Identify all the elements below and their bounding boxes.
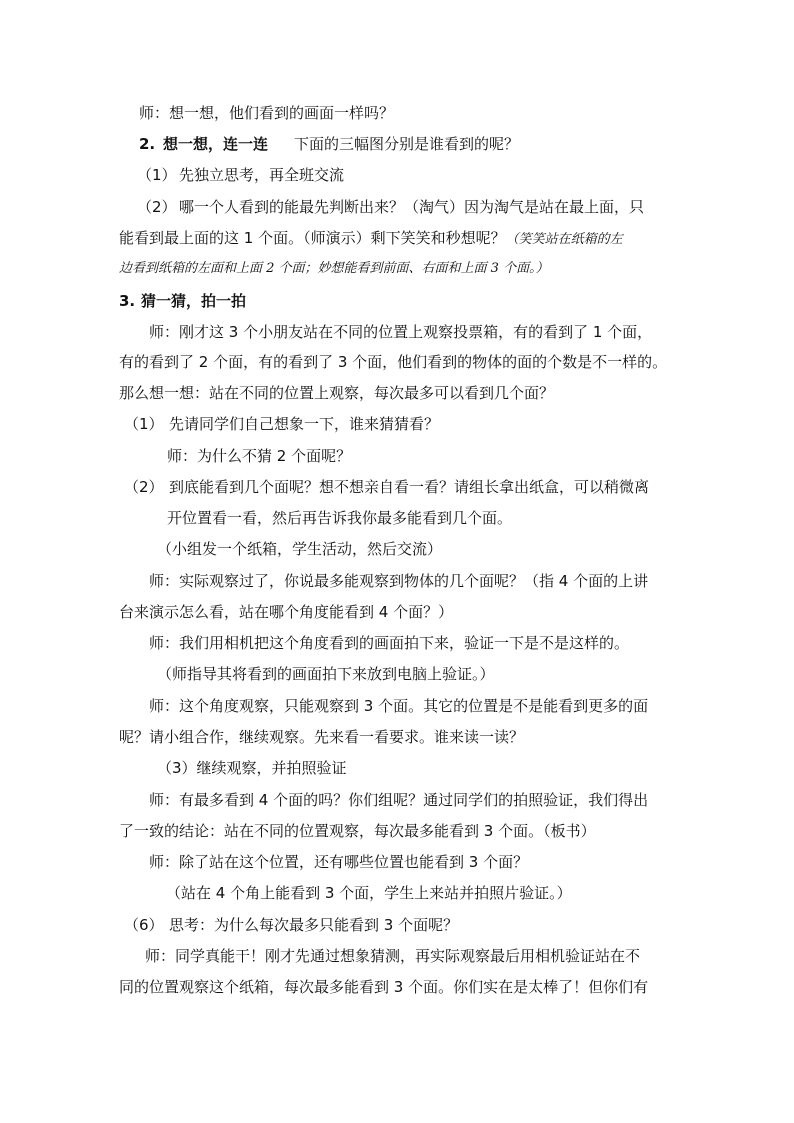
text-line: （站在 4 个角上能看到 3 个面，学生上来站并拍照片验证。） [166, 884, 572, 902]
item-number: （1） [124, 415, 164, 433]
italic-note: 边看到纸箱的左面和上面 2 个面；妙想能看到前面、右面和上面 3 个面。） [119, 261, 549, 276]
text-line: 师：实际观察过了，你说最多能观察到物体的几个面呢？（指 4 个面的上讲 [149, 572, 649, 590]
item-number: （2） [137, 198, 177, 216]
text-line [124, 414, 439, 434]
text-line: （师指导其将看到的画面拍下来放到电脑上验证。） [157, 665, 495, 683]
text-line: 呢？请小组合作，继续观察。先来看一看要求。谁来读一读？ [119, 728, 525, 746]
item-text: 哪一个人看到的能最先判断出来？（淘气）因为淘气是站在最上面，只 [179, 198, 645, 216]
item-text: 思考：为什么每次最多只能看到 3 个面呢？ [169, 916, 459, 934]
text-line: 师：有最多看到 4 个面的吗？你们组呢？通过同学们的拍照验证，我们得出 [149, 791, 649, 809]
section-number: 2. [139, 135, 156, 153]
text-line [119, 228, 623, 250]
text-line: （小组发一个纸箱，学生活动，然后交流） [157, 540, 443, 558]
italic-note: （笑笑站在纸箱的左 [505, 232, 623, 247]
item-text: 能看到最上面的这 1 个面。（师演示）剩下笑笑和秒想呢？ [119, 229, 506, 247]
item-text: 先请同学们自己想象一下，谁来猜猜看？ [169, 415, 440, 433]
text-line: 同的位置观察这个纸箱，每次最多能看到 3 个面。你们实在是太棒了！但你们有 [119, 978, 649, 996]
section-number: 3. [119, 292, 136, 310]
item-number: （1） [137, 166, 177, 184]
text-line: 那么想一想：站在不同的位置上观察，每次最多可以看到几个面？ [119, 384, 555, 402]
item-number: （6） [124, 916, 164, 934]
text-line: 师：为什么不猜 2 个面呢？ [167, 447, 352, 465]
item-text: 先独立思考，再全班交流 [179, 166, 345, 184]
text-line: 开位置看一看，然后再告诉我你最多能看到几个面。 [167, 509, 513, 527]
text-line: 师：我们用相机把这个角度看到的画面拍下来，验证一下是不是这样的。 [149, 634, 630, 652]
text-line: 了一致的结论：站在不同的位置观察，每次最多能看到 3 个面。（板书） [119, 822, 596, 840]
text-line [137, 165, 344, 185]
section-title: 猜一猜，拍一拍 [141, 292, 247, 310]
text-line: 师：刚才这 3 个小朋友站在不同的位置上观察投票箱，有的看到了 1 个面， [149, 323, 653, 341]
section-heading [139, 134, 519, 154]
text-line: 师：除了站在这个位置，还有哪些位置也能看到 3 个面？ [149, 853, 529, 871]
section-subtitle: 下面的三幅图分别是谁看到的呢？ [294, 135, 520, 153]
text-line: 师：想一想，他们看到的画面一样吗？ [139, 104, 395, 122]
text-line: （3）继续观察，并拍照验证 [157, 759, 347, 777]
text-line: 师：同学真能干！刚才先通过想象猜测，再实际观察最后用相机验证站在不 [145, 947, 641, 965]
text-line: 有的看到了 2 个面，有的看到了 3 个面，他们看到的物体的面的个数是不一样的。 [119, 353, 668, 371]
section-title: 想一想，连一连 [163, 135, 269, 153]
item-text: 到底能看到几个面呢？想不想亲自看一看？请组长拿出纸盒，可以稍微离 [169, 478, 650, 496]
text-line [124, 477, 649, 497]
text-line: 师：这个角度观察，只能观察到 3 个面。其它的位置是不是能看到更多的面 [149, 697, 649, 715]
section-heading [119, 291, 246, 311]
text-line [137, 197, 644, 217]
text-line [124, 915, 458, 935]
item-number: （2） [124, 478, 164, 496]
text-line: 台来演示怎么看，站在哪个角度能看到 4 个面？） [119, 603, 454, 621]
